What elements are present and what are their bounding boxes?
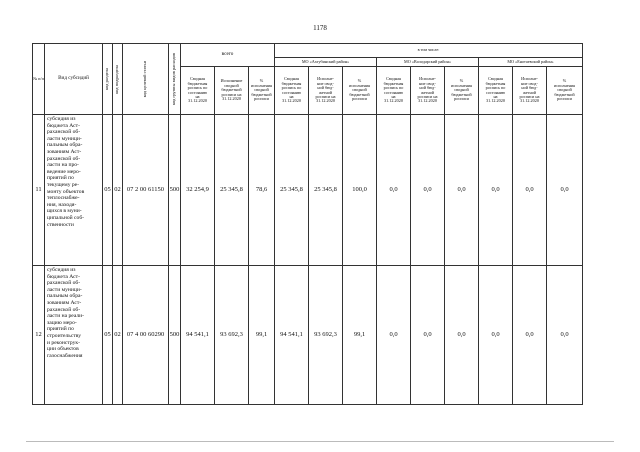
- header-district-2-sub-2-line: росписи на: [417, 93, 438, 99]
- subsidy-name-line: зацию меро-: [47, 319, 77, 326]
- header-district-3-sub-1-line: состоянию: [485, 89, 506, 95]
- header-district-1: МО «Ахтубинский район»: [275, 58, 377, 67]
- header-total: всего: [181, 44, 275, 67]
- header-district-1-sub-3-line: росписи: [352, 96, 367, 102]
- subsection-code: 02: [113, 266, 123, 405]
- header-total-sub-2-line: бюджетной: [221, 87, 242, 93]
- subsidy-name-line: бюджета Аст-: [47, 122, 80, 129]
- header-section-code: код раздела: [103, 44, 113, 115]
- header-district-1-sub-3-line: исполнения: [349, 82, 370, 88]
- header-total-sub-3-line: исполнения: [251, 82, 272, 88]
- target-code: 07 4 00 60290: [123, 266, 169, 405]
- header-district-3-sub-1-line: бюджетная: [485, 80, 506, 86]
- header-district-3-sub-2-line: 31.12.2020: [520, 98, 539, 104]
- header-total-sub-1-line: роспись по: [187, 85, 208, 91]
- header-district-1-sub-1: [275, 67, 309, 115]
- value-cell: 100,0: [343, 115, 377, 266]
- header-district-2-sub-3: [445, 67, 479, 115]
- header-district-3-sub-2-line: жетной: [522, 89, 537, 95]
- header-district-3-sub-3-line: бюджетной: [554, 91, 575, 97]
- header-district-3-sub-1-line: 31.12.2020: [486, 98, 505, 104]
- header-district-3-sub-2-line: росписи на: [519, 93, 540, 99]
- header-district-2-sub-3-line: росписи: [454, 96, 469, 102]
- header-district-1-sub-1-line: Сводная: [284, 76, 299, 82]
- subsidy-name: [45, 266, 103, 405]
- subsidy-name-line: ципальной соб-: [47, 214, 85, 221]
- subsidy-name-line: пальным обра-: [47, 142, 83, 149]
- header-district-3-sub-1: [479, 67, 513, 115]
- header-district-1-sub-2-line: Исполне-: [317, 76, 334, 82]
- target-code: 07 2 00 61150: [123, 115, 169, 266]
- header-total-sub-1-line: 31.12.2020: [188, 98, 207, 104]
- subsidy-name-line: раханской об-: [47, 306, 81, 313]
- row-number: 11: [33, 115, 45, 266]
- header-district-3-sub-1-line: на: [493, 93, 498, 99]
- value-cell: 0,0: [547, 115, 583, 266]
- header-district-2-sub-1-line: на: [391, 93, 396, 99]
- subsidy-name-line: ственности: [47, 221, 74, 228]
- value-cell: 25 345,8: [275, 115, 309, 266]
- subsidy-name-line: бюджета Аст-: [47, 273, 80, 280]
- header-district-3-sub-3-line: сводной: [557, 87, 572, 93]
- header-district-2-sub-1-line: состоянию: [383, 89, 404, 95]
- value-cell: 0,0: [411, 115, 445, 266]
- subsidy-name-line: зованиям Аст-: [47, 299, 82, 306]
- value-cell: 0,0: [513, 115, 547, 266]
- header-total-sub-3-line: сводной: [254, 87, 269, 93]
- value-cell: 93 692,3: [309, 266, 343, 405]
- subsidy-name-line: строительству: [47, 332, 82, 339]
- header-district-1-sub-2: [309, 67, 343, 115]
- subsidy-name-line: ния, находя-: [47, 201, 77, 208]
- header-district-2-sub-1-line: Сводная: [386, 76, 401, 82]
- value-cell: 94 541,1: [275, 266, 309, 405]
- subsidy-name-line: ласти муници-: [47, 286, 82, 293]
- header-district-2-sub-2-line: ние свод-: [419, 80, 436, 86]
- expense-group-code: 500: [169, 115, 181, 266]
- header-district-3-sub-3-line: росписи: [557, 96, 572, 102]
- header-district-3-sub-2: [513, 67, 547, 115]
- subsidy-name-line: ласти на реали-: [47, 313, 84, 320]
- value-cell: 0,0: [479, 115, 513, 266]
- header-district-1-sub-2-line: жетной: [318, 89, 333, 95]
- header-total-sub-1: [181, 67, 215, 115]
- value-cell: 0,0: [547, 266, 583, 405]
- header-district-3: МО «Енотаевский район»: [479, 58, 583, 67]
- header-district-2: МО «Володарский район»: [377, 58, 479, 67]
- header-district-2-sub-2: [411, 67, 445, 115]
- header-subsidy-type: Вид субсидий: [45, 44, 103, 115]
- header-district-1-sub-1-line: роспись по: [281, 85, 302, 91]
- header-subsection-code: код подраздела: [113, 44, 123, 115]
- expense-group-code: 500: [169, 266, 181, 405]
- header-district-1-sub-2-line: росписи на: [315, 93, 336, 99]
- header-total-sub-3: [249, 67, 275, 115]
- value-cell: 93 692,3: [215, 266, 249, 405]
- subsidy-name-line: теплоснабже-: [47, 195, 80, 202]
- header-total-sub-1-line: Сводная: [190, 76, 205, 82]
- row-number: 12: [33, 266, 45, 405]
- header-district-1-sub-2-line: 31.12.2020: [316, 98, 335, 104]
- header-district-2-sub-2-line: ной бюд-: [419, 85, 436, 91]
- header-district-1-sub-3: [343, 67, 377, 115]
- subsidy-name-line: приятий по: [47, 175, 74, 182]
- value-cell: 0,0: [411, 266, 445, 405]
- value-cell: 25 345,8: [215, 115, 249, 266]
- subsidy-name-line: ласти на про-: [47, 162, 79, 169]
- subsection-code: 02: [113, 115, 123, 266]
- header-district-3-sub-2-line: Исполне-: [521, 76, 538, 82]
- header-total-sub-3-line: %: [259, 78, 264, 84]
- header-district-2-sub-2-line: 31.12.2020: [418, 98, 437, 104]
- header-total-sub-2-line: сводной: [224, 82, 239, 88]
- header-district-2-sub-3-line: бюджетной: [451, 91, 472, 97]
- header-district-3-sub-2-line: ной бюд-: [521, 85, 538, 91]
- header-total-sub-3-line: бюджетной: [251, 91, 272, 97]
- subsidy-name-line: раханской об-: [47, 129, 81, 136]
- header-district-3-sub-3-line: %: [562, 78, 567, 84]
- table-row: [33, 115, 583, 266]
- header-total-sub-1-line: состоянию: [187, 89, 208, 95]
- header-district-2-sub-1-line: бюджетная: [383, 80, 404, 86]
- header-district-1-sub-3-line: бюджетной: [349, 91, 370, 97]
- subsidy-name-line: газоснабжения: [47, 352, 83, 359]
- header-district-2-sub-2-line: Исполне-: [419, 76, 436, 82]
- header-district-2-sub-1-line: 31.12.2020: [384, 98, 403, 104]
- value-cell: 0,0: [513, 266, 547, 405]
- header-expense-group-code: код группы видов расходов: [169, 44, 181, 115]
- value-cell: 0,0: [377, 266, 411, 405]
- subsidy-name-line: ласти муници-: [47, 135, 82, 142]
- value-cell: 0,0: [479, 266, 513, 405]
- value-cell: 99,1: [249, 266, 275, 405]
- value-cell: 0,0: [445, 115, 479, 266]
- section-code: 05: [103, 266, 113, 405]
- header-district-2-sub-3-line: исполнения: [451, 82, 472, 88]
- subsidy-name: [45, 115, 103, 266]
- subsidy-name-line: приятий по: [47, 326, 74, 333]
- header-including: в том числе:: [275, 44, 583, 58]
- header-district-1-sub-1-line: на: [289, 93, 294, 99]
- header-district-3-sub-1-line: Сводная: [488, 76, 503, 82]
- header-district-3-sub-1-line: роспись по: [485, 85, 506, 91]
- header-district-2-sub-3-line: %: [459, 78, 464, 84]
- header-target-code: код целевой статьи: [123, 44, 169, 115]
- table-row: [33, 266, 583, 405]
- subsidy-name-line: раханской об-: [47, 155, 81, 162]
- subsidy-name-line: текущему ре-: [47, 181, 80, 188]
- subsidy-name-line: ции объектов: [47, 346, 79, 353]
- subsidy-name-line: и реконструк-: [47, 339, 80, 346]
- header-total-sub-1-line: бюджетная: [187, 80, 208, 86]
- header-district-3-sub-3: [547, 67, 583, 115]
- subsidy-name-line: субсидия из: [47, 116, 76, 122]
- scan-bottom-edge: [26, 441, 614, 442]
- subsidy-report-table: [32, 43, 583, 405]
- subsidy-name-line: щихся в муни-: [47, 208, 82, 215]
- subsidy-name-line: пальным обра-: [47, 293, 83, 300]
- header-total-sub-3-line: росписи: [254, 96, 269, 102]
- header-district-1-sub-1-line: 31.12.2020: [282, 98, 301, 104]
- value-cell: 32 254,9: [181, 115, 215, 266]
- subsidy-name-line: раханской об-: [47, 280, 81, 287]
- header-district-3-sub-3-line: исполнения: [554, 82, 575, 88]
- header-district-1-sub-2-line: ной бюд-: [317, 85, 334, 91]
- header-total-sub-2-line: росписи на: [221, 91, 242, 97]
- section-code: 05: [103, 115, 113, 266]
- header-district-3-sub-2-line: ние свод-: [521, 80, 538, 86]
- header-total-sub-1-line: на: [195, 93, 200, 99]
- header-district-2-sub-3-line: сводной: [454, 87, 469, 93]
- header-district-2-sub-2-line: жетной: [420, 89, 435, 95]
- subsidy-name-line: субсидия из: [47, 267, 76, 273]
- value-cell: 25 345,8: [309, 115, 343, 266]
- subsidy-name-line: монту объектов: [47, 188, 85, 195]
- subsidy-name-line: ведение меро-: [47, 168, 81, 175]
- header-district-1-sub-3-line: сводной: [352, 87, 367, 93]
- header-total-sub-2: [215, 67, 249, 115]
- header-district-1-sub-1-line: бюджетная: [281, 80, 302, 86]
- header-district-1-sub-1-line: состоянию: [281, 89, 302, 95]
- header-district-1-sub-3-line: %: [357, 78, 362, 84]
- header-district-2-sub-1-line: роспись по: [383, 85, 404, 91]
- header-total-sub-2-line: Исполнение: [220, 78, 243, 84]
- value-cell: 0,0: [445, 266, 479, 405]
- value-cell: 94 541,1: [181, 266, 215, 405]
- header-district-1-sub-2-line: ние свод-: [317, 80, 334, 86]
- value-cell: 78,6: [249, 115, 275, 266]
- page-number: 1178: [313, 24, 327, 32]
- header-district-2-sub-1: [377, 67, 411, 115]
- value-cell: 0,0: [377, 115, 411, 266]
- value-cell: 99,1: [343, 266, 377, 405]
- subsidy-name-line: зованиям Аст-: [47, 148, 82, 155]
- header-num: № п/п: [33, 44, 45, 115]
- header-total-sub-2-line: 31.12.2020: [222, 96, 241, 102]
